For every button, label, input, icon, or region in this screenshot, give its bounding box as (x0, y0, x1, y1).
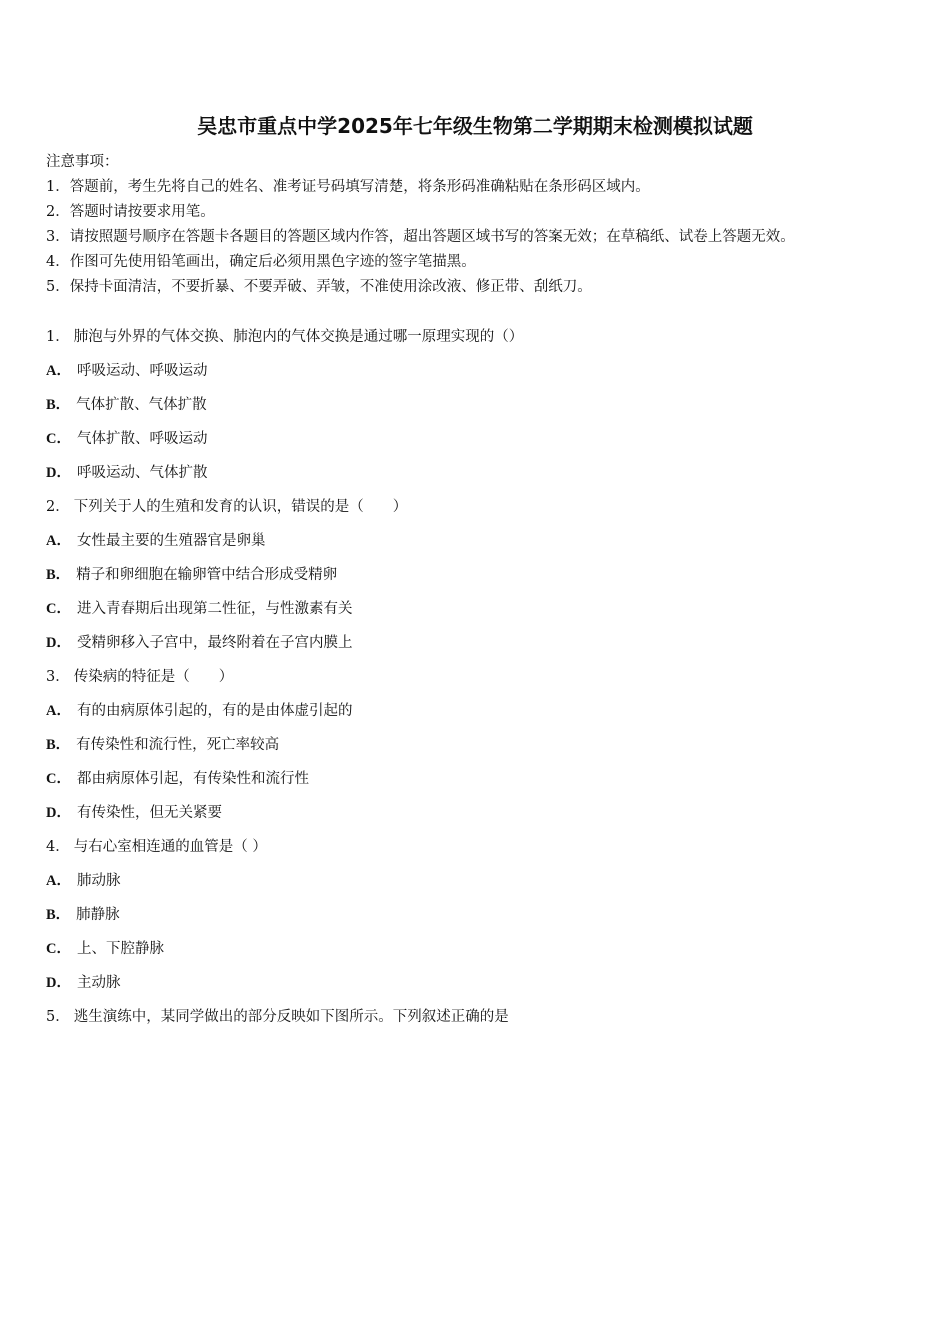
option-letter: B． (46, 737, 71, 753)
notice-item: 1．答题前，考生先将自己的姓名、准考证号码填写清楚，将条形码准确粘贴在条形码区域内。 (46, 179, 650, 195)
option-text: 有的由病原体引起的，有的是由体虚引起的 (76, 703, 353, 719)
question-text: 与右心室相连通的血管是（ ） (73, 839, 267, 855)
option-text: 有传染性和流行性，死亡率较高 (76, 737, 280, 753)
option-text: 肺动脉 (76, 873, 121, 889)
answer-option (46, 456, 926, 490)
option-text: 气体扩散、气体扩散 (76, 397, 207, 413)
option-text: 受精卵移入子宫中，最终附着在子宫内膜上 (76, 635, 353, 651)
option-letter: B． (46, 397, 71, 413)
option-text: 呼吸运动、气体扩散 (76, 465, 208, 481)
question-stem (46, 660, 926, 694)
question-number: 5． (46, 1009, 70, 1025)
notice-heading: 注意事项： (46, 154, 119, 170)
option-letter: B． (46, 567, 71, 583)
answer-option (46, 388, 926, 422)
option-letter: D． (46, 465, 71, 481)
question-text: 肺泡与外界的气体交换、肺泡内的气体交换是通过哪一原理实现的（） (73, 329, 524, 345)
answer-option (46, 864, 926, 898)
option-letter: D． (46, 975, 71, 991)
notice-section (46, 150, 926, 300)
page-title: 吴忠市重点中学2025年七年级生物第二学期期末检测模拟试题 (197, 114, 753, 138)
option-letter: A． (46, 873, 71, 889)
option-text: 肺静脉 (76, 907, 120, 923)
option-text: 进入青春期后出现第二性征，与性激素有关 (76, 601, 353, 617)
answer-option (46, 898, 926, 932)
answer-option (46, 626, 926, 660)
option-text: 呼吸运动、呼吸运动 (76, 363, 208, 379)
option-letter: D． (46, 635, 71, 651)
option-letter: B． (46, 907, 71, 923)
answer-option (46, 422, 926, 456)
question-text: 逃生演练中，某同学做出的部分反映如下图所示。下列叙述正确的是 (73, 1009, 509, 1025)
question-stem (46, 490, 926, 524)
question-number: 3． (46, 669, 70, 685)
option-letter: A． (46, 363, 71, 379)
answer-option (46, 728, 926, 762)
question-stem (46, 830, 926, 864)
question-number: 1． (46, 329, 70, 345)
option-text: 上、下腔静脉 (76, 941, 164, 957)
option-letter: C． (46, 601, 71, 617)
question-text: 传染病的特征是（ ） (73, 669, 234, 685)
option-text: 女性最主要的生殖器官是卵巢 (76, 533, 266, 549)
answer-option (46, 762, 926, 796)
notice-item: 3．请按照题号顺序在答题卡各题目的答题区域内作答，超出答题区域书写的答案无效；在草稿纸、试卷上答题无效。 (46, 229, 795, 245)
answer-option (46, 592, 926, 626)
option-letter: C． (46, 771, 71, 787)
answer-option (46, 354, 926, 388)
notice-item: 5．保持卡面清洁，不要折暴、不要弄破、弄皱，不准使用涂改液、修正带、刮纸刀。 (46, 279, 592, 295)
option-letter: C． (46, 941, 71, 957)
answer-option (46, 966, 926, 1000)
question-text: 下列关于人的生殖和发育的认识，错误的是（ ） (73, 499, 408, 515)
answer-option (46, 796, 926, 830)
answer-option (46, 558, 926, 592)
notice-item: 4．作图可先使用铅笔画出，确定后必须用黑色字迹的签字笔描黑。 (46, 254, 476, 270)
option-text: 气体扩散、呼吸运动 (76, 431, 208, 447)
option-letter: C． (46, 431, 71, 447)
option-text: 有传染性，但无关紧要 (76, 805, 222, 821)
option-text: 都由病原体引起，有传染性和流行性 (76, 771, 309, 787)
question-number: 4． (46, 839, 70, 855)
answer-option (46, 694, 926, 728)
question-stem (46, 1000, 926, 1034)
option-letter: A． (46, 703, 71, 719)
question-stem (46, 320, 926, 354)
option-letter: D． (46, 805, 71, 821)
option-text: 精子和卵细胞在输卵管中结合形成受精卵 (76, 567, 338, 583)
answer-option (46, 932, 926, 966)
question-list (46, 320, 926, 1034)
option-text: 主动脉 (76, 975, 121, 991)
answer-option (46, 524, 926, 558)
option-letter: A． (46, 533, 71, 549)
notice-item: 2．答题时请按要求用笔。 (46, 204, 215, 220)
question-number: 2． (46, 499, 70, 515)
